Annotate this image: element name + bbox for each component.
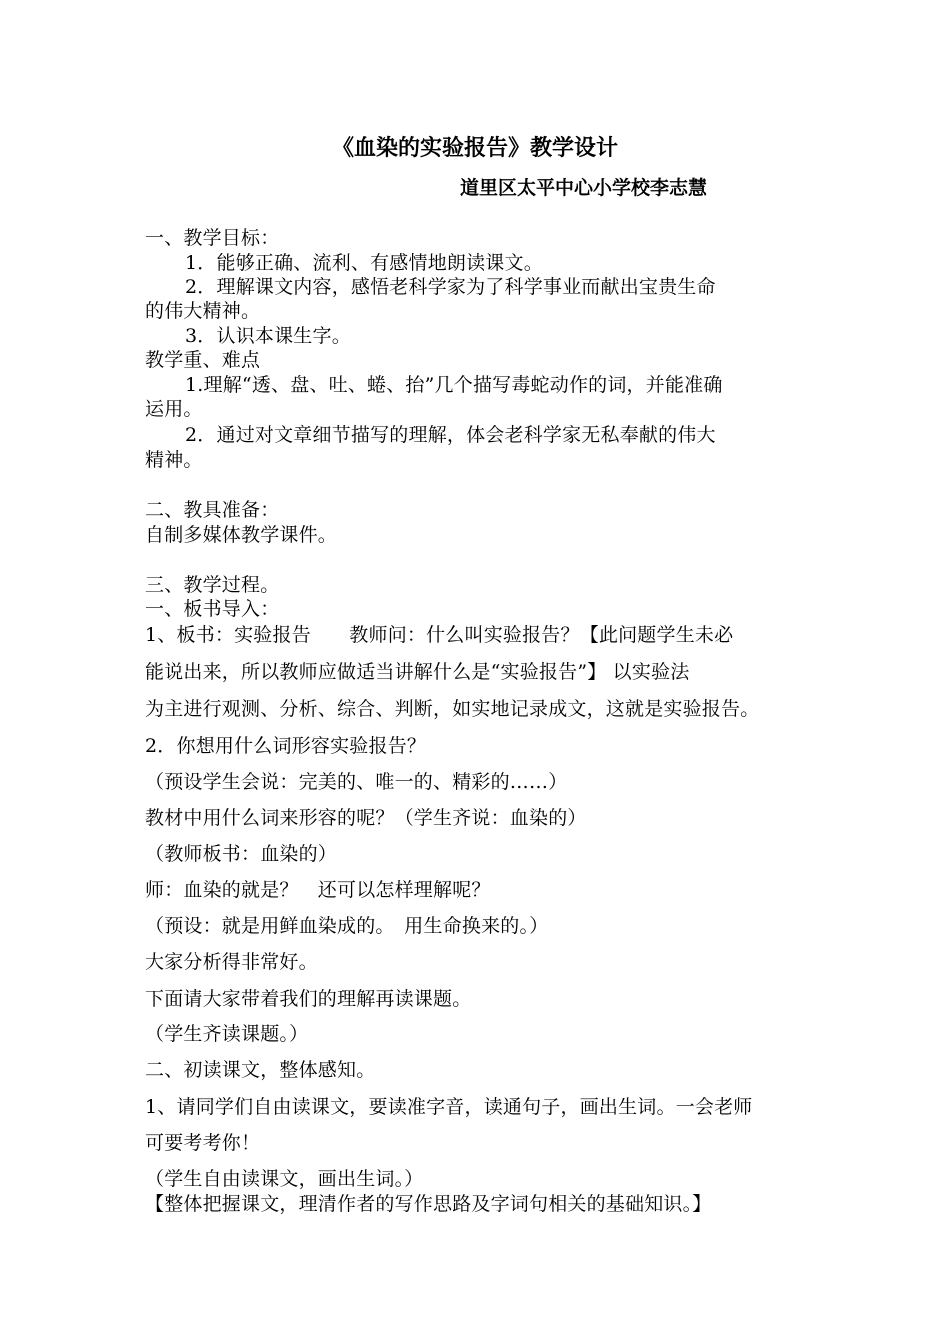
paragraph-line: （学生齐读课题。） <box>145 1023 309 1045</box>
paragraph-line: 1、板书：实验报告 教师问：什么叫实验报告？【此问题学生未必 <box>145 624 734 646</box>
paragraph-line: 精神。 <box>145 449 203 471</box>
subsection-heading: 二、初读课文，整体感知。 <box>145 1059 376 1081</box>
paragraph-line: 3．认识本课生字。 <box>185 325 351 347</box>
subsection-heading: 一、板书导入： <box>145 598 280 620</box>
paragraph-line: 1、请同学们自由读课文，要读准字音，读通句子，画出生词。一会老师 <box>145 1096 753 1118</box>
section-heading-process: 三、教学过程。 <box>145 574 280 596</box>
paragraph-line: （预设学生会说：完美的、唯一的、精彩的……） <box>145 771 568 793</box>
paragraph-line: 2．通过对文章细节描写的理解，体会老科学家无私奉献的伟大 <box>185 424 716 446</box>
section-heading-key-points: 教学重、难点 <box>145 349 261 371</box>
paragraph-line: 下面请大家带着我们的理解再读课题。 <box>145 988 472 1010</box>
paragraph-line: 自制多媒体教学课件。 <box>145 524 338 546</box>
paragraph-line: 大家分析得非常好。 <box>145 951 318 973</box>
section-heading-materials: 二、教具准备： <box>145 499 280 521</box>
document-title: 《血染的实验报告》教学设计 <box>331 136 618 161</box>
paragraph-line: 2．你想用什么词形容实验报告？ <box>145 735 427 757</box>
paragraph-line: （预设：就是用鲜血染成的。 用生命换来的。） <box>145 915 549 937</box>
paragraph-line: 师：血染的就是？ 还可以怎样理解呢？ <box>145 879 491 901</box>
paragraph-line: 1.理解“透、盘、吐、蜷、抬”几个描写毒蛇动作的词，并能准确 <box>185 374 723 396</box>
section-heading-objectives: 一、教学目标： <box>145 227 280 249</box>
paragraph-line: 为主进行观测、分析、综合、判断，如实地记录成文，这就是实验报告。 <box>145 698 760 720</box>
paragraph-line: 【整体把握课文，理清作者的写作思路及字词句相关的基础知识。】 <box>145 1193 712 1215</box>
paragraph-line: 可要考考你！ <box>145 1132 261 1154</box>
paragraph-line: （学生自由读课文，画出生词。） <box>145 1168 424 1190</box>
paragraph-line: 1．能够正确、流利、有感情地朗读课文。 <box>185 252 543 274</box>
paragraph-line: 教材中用什么词来形容的呢？（学生齐说：血染的） <box>145 807 587 829</box>
paragraph-line: 2．理解课文内容，感悟老科学家为了科学事业而献出宝贵生命 <box>185 276 716 298</box>
paragraph-line: （教师板书：血染的） <box>145 843 338 865</box>
paragraph-line: 能说出来，所以教师应做适当讲解什么是“实验报告”】 以实验法 <box>145 661 690 683</box>
paragraph-line: 的伟大精神。 <box>145 300 261 322</box>
paragraph-line: 运用。 <box>145 398 203 420</box>
document-author: 道里区太平中心小学校李志慧 <box>460 177 708 199</box>
